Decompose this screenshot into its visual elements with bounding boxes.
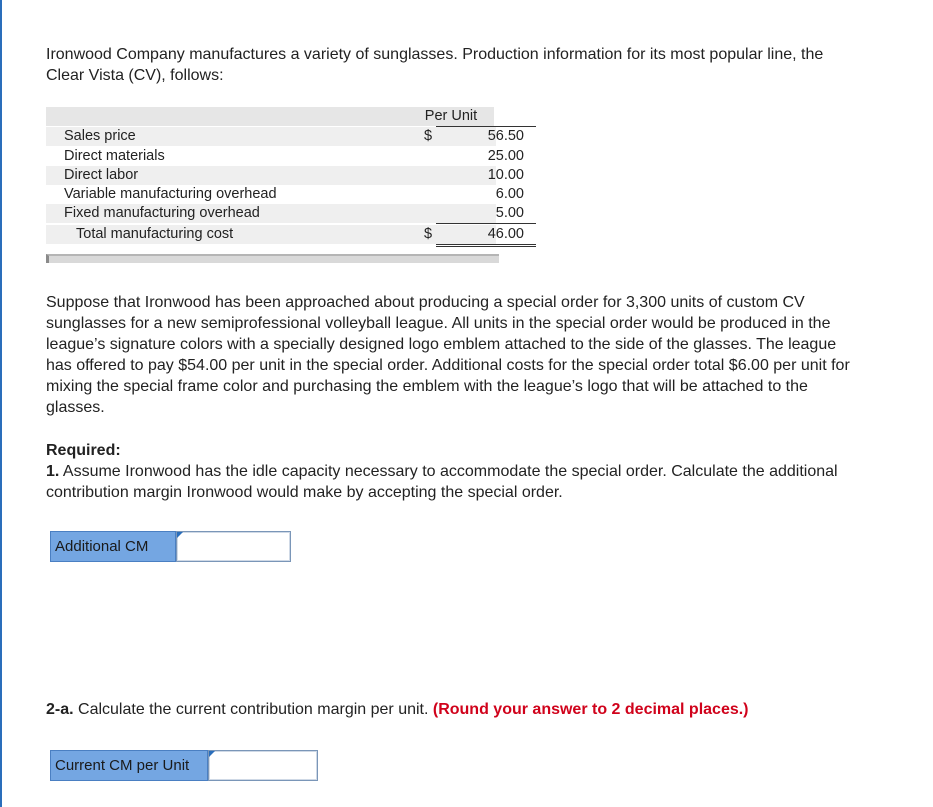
row-label: Direct labor: [64, 167, 139, 183]
field-flag-icon: [177, 532, 183, 538]
table-bottom-bar: [46, 254, 499, 263]
scenario-paragraph: Suppose that Ironwood has been approached about producing a special order for 3,300 units of custom CV sunglasses for a new semiprofessional volleyball league. All units in the special order would be produced in the league’s signature colors with a specially designed logo emblem attached to the side of the glasses. The league has offered to pay $54.00 per unit in the special order. Additional costs for the special order total $6.00 per unit for mixing the special frame color and purchasing the emblem with the league’s logo that will be attached to the glasses.: [46, 294, 850, 416]
row-value: 6.00: [495, 186, 524, 202]
currency-symbol: $: [424, 226, 433, 242]
row-label: Total manufacturing cost: [76, 226, 234, 242]
row-label: Direct materials: [64, 148, 165, 164]
total-double-underline: [436, 244, 536, 245]
table-row-total: [46, 225, 524, 244]
question-text: Calculate the current contribution margin per unit.: [73, 701, 433, 718]
current-cm-input[interactable]: [209, 751, 317, 780]
question-number: 2-a.: [46, 701, 74, 718]
answer-label: Current CM per Unit: [50, 750, 208, 781]
table-row: [46, 147, 524, 166]
row-value: 46.00: [487, 226, 524, 242]
required-section: [46, 440, 866, 503]
left-border-rule: [0, 0, 2, 807]
answer-label: Additional CM: [50, 531, 176, 562]
table-row: [46, 166, 524, 185]
row-value: 25.00: [487, 148, 524, 164]
question-1: [46, 461, 866, 503]
intro-paragraph: Ironwood Company manufactures a variety of sunglasses. Production information for its most popular line, the Clear Vista (CV), follows:: [46, 46, 824, 84]
per-unit-header: Per Unit: [424, 108, 478, 124]
question-number: 1.: [46, 463, 60, 480]
row-label: Fixed manufacturing overhead: [64, 205, 260, 221]
table-row: [46, 127, 524, 146]
row-label: Variable manufacturing overhead: [64, 186, 277, 202]
question-2a: [46, 699, 866, 720]
total-double-underline: [436, 246, 536, 247]
row-label: Sales price: [64, 128, 136, 144]
currency-symbol: $: [424, 128, 433, 144]
subtotal-underline: [436, 223, 536, 224]
row-value: 10.00: [487, 167, 524, 183]
field-flag-icon: [209, 751, 215, 757]
question-text: Assume Ironwood has the idle capacity necessary to accommodate the special order. Calculate the additional contribution margin Ironwood would make by accepting the special order.: [46, 463, 838, 501]
answer-row-additional-cm: [50, 531, 291, 562]
current-cm-field[interactable]: [208, 750, 318, 781]
additional-cm-input[interactable]: [177, 532, 290, 561]
table-row: [46, 185, 524, 204]
additional-cm-field[interactable]: [176, 531, 291, 562]
answer-row-current-cm: [50, 750, 318, 781]
row-value: 56.50: [487, 128, 524, 144]
table-row: [46, 204, 524, 223]
row-value: 5.00: [495, 205, 524, 221]
table-header-row: [46, 107, 494, 126]
required-heading: Required:: [46, 442, 121, 459]
rounding-instruction: (Round your answer to 2 decimal places.): [432, 701, 749, 718]
